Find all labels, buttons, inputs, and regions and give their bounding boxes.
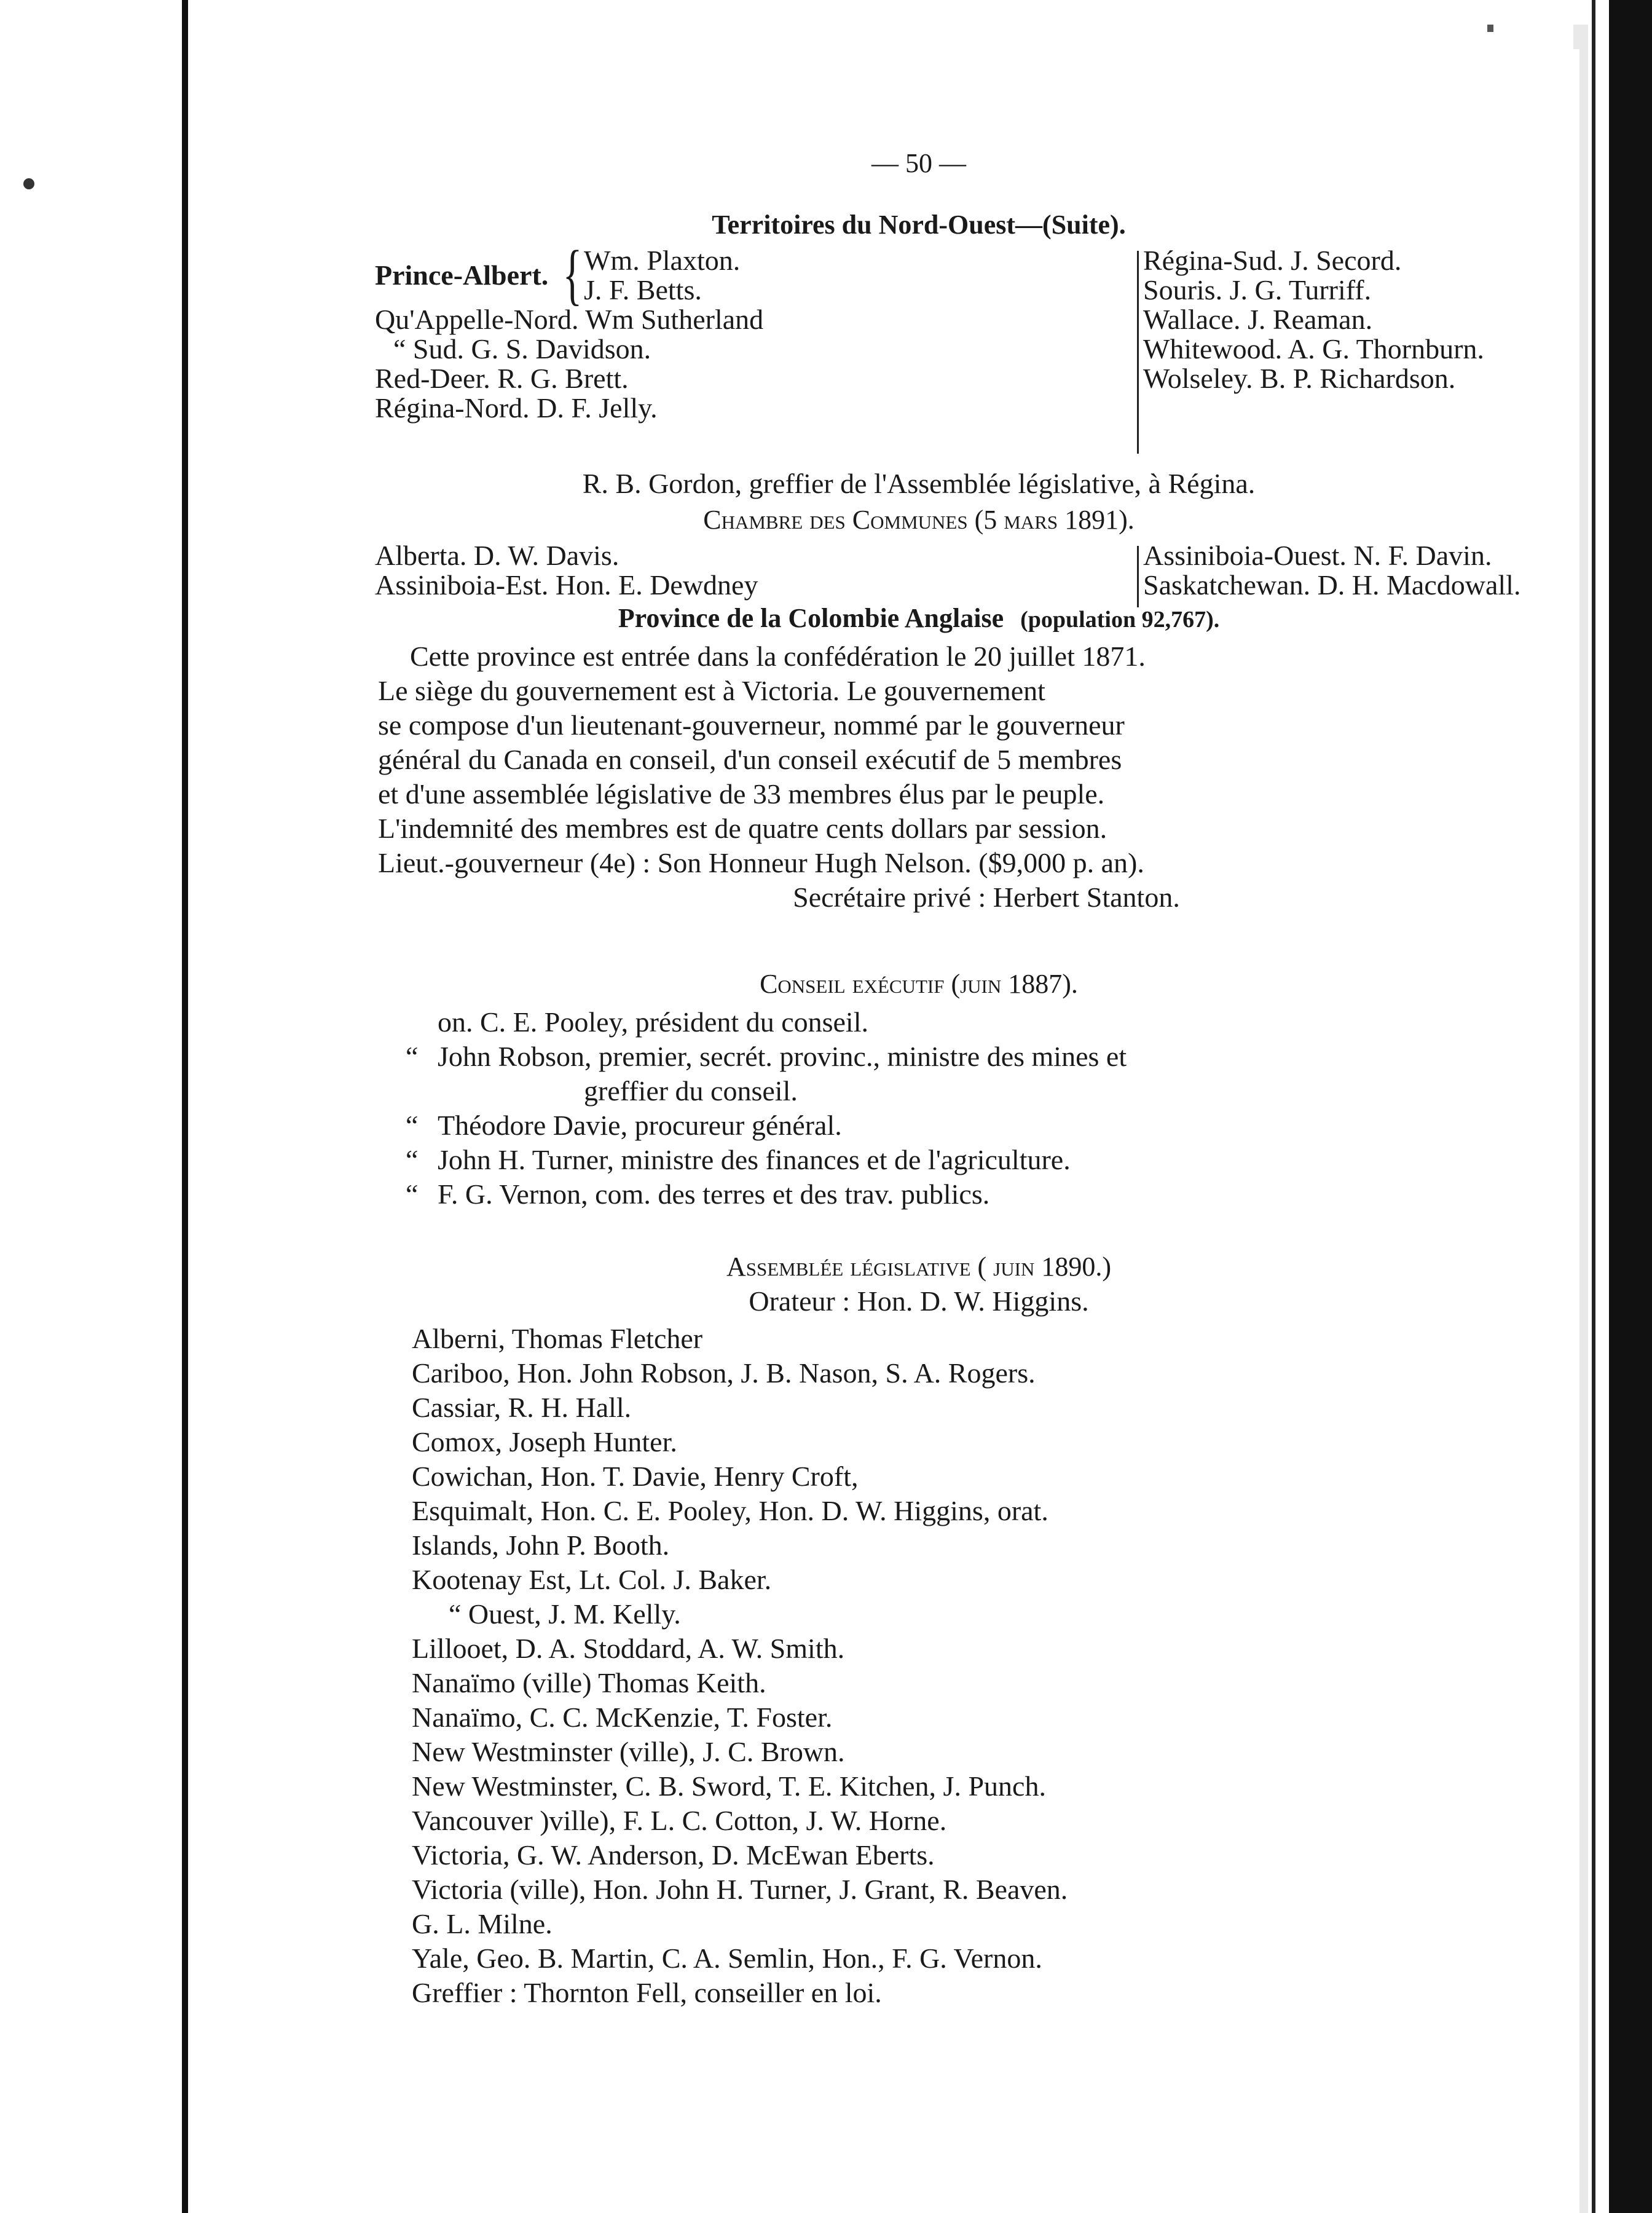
list-item (406, 1074, 1598, 1108)
riding-row: Red-Deer. R. G. Brett. (375, 363, 629, 394)
paragraph-line: et d'une assemblée législative de 33 membres élus par le peuple. (378, 778, 1105, 810)
greffier-line: R. B. Gordon, greffier de l'Assemblée législative, à Régina. (582, 468, 1256, 499)
riding-row: Assiniboia-Est. Hon. E. Dewdney (375, 569, 758, 601)
section-heading-chambre: Chambre des Communes (5 mars 1891). (703, 505, 1135, 535)
column-divider (1137, 251, 1139, 454)
member-row: Cassiar, R. H. Hall. (412, 1392, 632, 1423)
list-item (406, 1143, 1598, 1177)
riding-row: Wolseley. B. P. Richardson. (1143, 363, 1456, 394)
list-item (406, 1005, 1598, 1039)
conseil-list (406, 1005, 1598, 1212)
riding-row: Qu'Appelle-Nord. Wm Sutherland (375, 304, 764, 335)
paragraph-line: général du Canada en conseil, d'un conseil exécutif de 5 membres (378, 744, 1122, 775)
section-heading-nord-ouest: Territoires du Nord-Ouest—(Suite). (712, 210, 1126, 240)
member-row: Cowichan, Hon. T. Davie, Henry Croft, (412, 1461, 859, 1492)
riding-row: Saskatchewan. D. H. Macdowall. (1143, 569, 1521, 601)
list-item-text: Théodore Davie, procureur général. (438, 1110, 842, 1141)
list-item-text: greffier du conseil. (584, 1075, 798, 1106)
section-heading-conseil: Conseil exécutif (juin 1887). (760, 969, 1078, 999)
province-title: Province de la Colombie Anglaise (618, 603, 1004, 633)
member-row: Islands, John P. Booth. (412, 1529, 670, 1561)
member-name: Wm. Plaxton. (584, 245, 741, 276)
member-row: Victoria (ville), Hon. John H. Turner, J. Grant, R. Beaven. (412, 1874, 1068, 1905)
assemblee-members (412, 1322, 1598, 2010)
paragraph-line: Lieut.-gouverneur (4e) : Son Honneur Hugh Nelson. ($9,000 p. an). (378, 847, 1144, 878)
member-row: New Westminster, C. B. Sword, T. E. Kitchen, J. Punch. (412, 1770, 1046, 1802)
chambre-right-column (1143, 541, 1520, 600)
list-item-text: John Robson, premier, secrét. provinc., ministre des mines et (438, 1041, 1127, 1072)
riding-row: Régina-Sud. J. Secord. (1143, 245, 1402, 276)
population-note: (population 92,767). (1020, 607, 1220, 633)
section-heading-assemblee: Assemblée législative ( juin 1890.) (726, 1252, 1111, 1282)
member-row: Victoria, G. W. Anderson, D. McEwan Eberts. (412, 1839, 935, 1871)
list-item (406, 1108, 1598, 1143)
document-page (258, 49, 1579, 2213)
paragraph-line: L'indemnité des membres est de quatre cents dollars par session. (378, 813, 1107, 844)
orateur-line: Orateur : Hon. D. W. Higgins. (749, 1285, 1089, 1317)
ditto-mark: “ (406, 1178, 419, 1210)
list-item (406, 1039, 1598, 1074)
paragraph-line: Secrétaire privé : Herbert Stanton. (793, 882, 1180, 913)
member-row: Vancouver )ville), F. L. C. Cotton, J. W. Horne. (412, 1805, 947, 1836)
member-row: Yale, Geo. B. Martin, C. A. Semlin, Hon., F. G. Vernon. (412, 1943, 1042, 1974)
province-description (378, 639, 1595, 915)
list-item-text: on. C. E. Pooley, président du conseil. (438, 1006, 868, 1038)
riding-row: Wallace. J. Reaman. (1143, 304, 1373, 335)
member-row: Nanaïmo, C. C. McKenzie, T. Foster. (412, 1702, 833, 1733)
riding-row: Souris. J. G. Turriff. (1143, 274, 1372, 306)
member-row: Lillooet, D. A. Stoddard, A. W. Smith. (412, 1633, 845, 1664)
page-number: — 50 — (871, 148, 966, 178)
list-item-text: F. G. Vernon, com. des terres et des trav. publics. (438, 1178, 990, 1210)
ditto-mark: “ (406, 1144, 419, 1175)
riding-label: Prince-Albert. (375, 259, 549, 291)
list-item-text: John H. Turner, ministre des finances et de l'agriculture. (438, 1144, 1071, 1175)
riding-row: Whitewood. A. G. Thornburn. (1143, 333, 1484, 365)
member-row: Cariboo, Hon. John Robson, J. B. Nason, S. A. Rogers. (412, 1357, 1036, 1389)
list-item (406, 1177, 1598, 1212)
riding-row: Assiniboia-Ouest. N. F. Davin. (1143, 540, 1492, 571)
paragraph-line: se compose d'un lieutenant-gouverneur, nommé par le gouverneur (378, 709, 1125, 741)
member-row: G. L. Milne. (412, 1908, 553, 1939)
scan-speck (1487, 25, 1493, 32)
ditto-mark (406, 1005, 438, 1039)
brace-glyph: { (562, 237, 583, 312)
prince-albert-entry (375, 237, 1137, 312)
member-row: Nanaïmo (ville) Thomas Keith. (412, 1667, 766, 1698)
paragraph-line: Le siège du gouvernement est à Victoria. Le gouvernement (378, 675, 1045, 706)
riding-row: Alberta. D. W. Davis. (375, 540, 620, 571)
section-heading-colombie (258, 602, 1579, 634)
nw-right-column (1143, 246, 1622, 393)
chambre-left-column (375, 541, 758, 600)
scan-speck (23, 178, 34, 189)
member-row: Comox, Joseph Hunter. (412, 1426, 677, 1458)
column-divider (1137, 546, 1139, 607)
member-row: New Westminster (ville), J. C. Brown. (412, 1736, 845, 1767)
scan-border-left (182, 0, 188, 2213)
ditto-mark: “ (406, 1110, 419, 1141)
member-row: Alberni, Thomas Fletcher (412, 1323, 703, 1354)
member-row: Esquimalt, Hon. C. E. Pooley, Hon. D. W. Higgins, orat. (412, 1495, 1048, 1526)
riding-row: “ Sud. G. S. Davidson. (393, 333, 651, 365)
member-row: Greffier : Thornton Fell, conseiller en loi. (412, 1977, 882, 2008)
paragraph-line: Cette province est entrée dans la confédération le 20 juillet 1871. (410, 641, 1146, 672)
riding-row: Régina-Nord. D. F. Jelly. (375, 392, 658, 424)
member-name: J. F. Betts. (584, 274, 702, 306)
member-row: “ Ouest, J. M. Kelly. (449, 1598, 681, 1630)
ditto-mark: “ (406, 1041, 419, 1072)
nw-left-column (375, 237, 1137, 424)
member-row: Kootenay Est, Lt. Col. J. Baker. (412, 1564, 772, 1595)
